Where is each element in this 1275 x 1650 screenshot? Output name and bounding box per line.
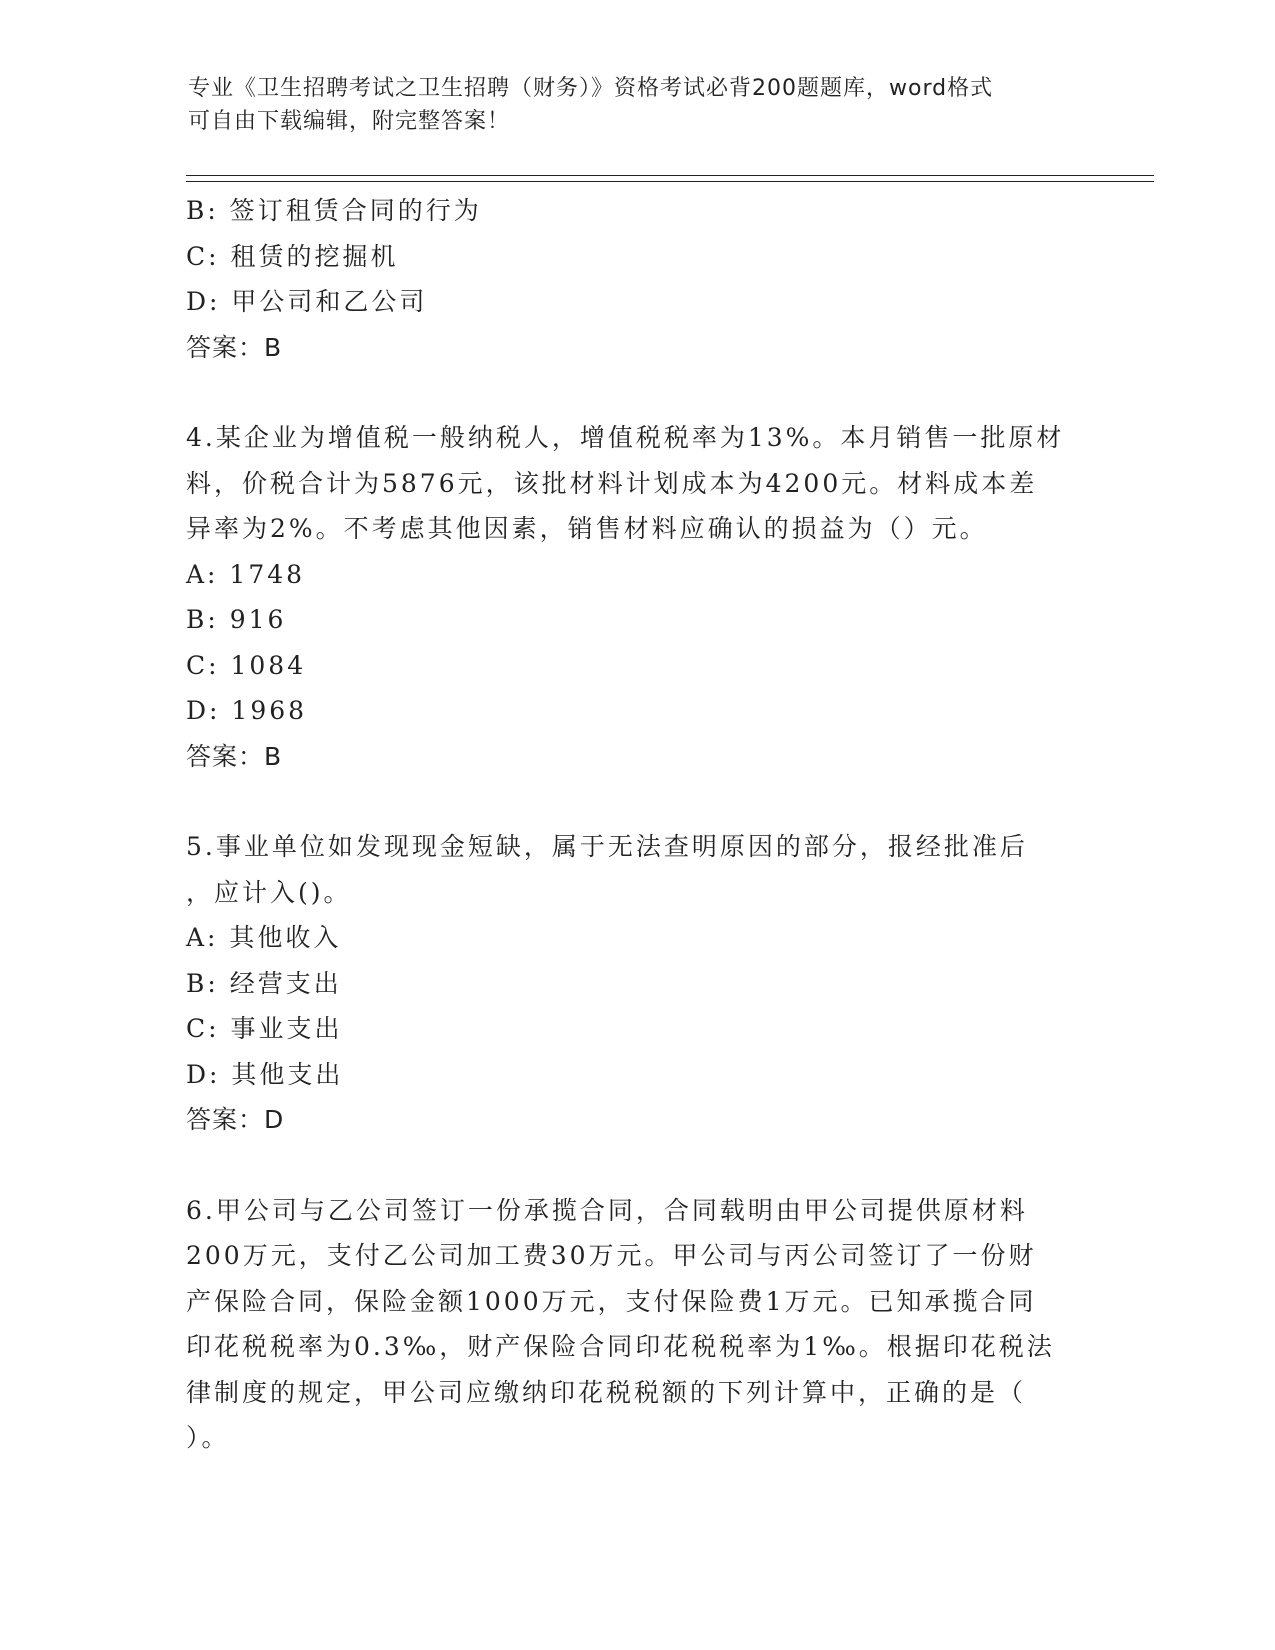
question-4	[186, 415, 1086, 779]
question-stem-line: 印花税税率为0.3‰，财产保险合同印花税税率为1‰。根据印花税法	[186, 1332, 1055, 1361]
header-title-line-1: 专业《卫生招聘考试之卫生招聘（财务）》资格考试必背200题题库，word格式	[188, 76, 994, 101]
question-stem-line: ）。	[186, 1423, 230, 1452]
question-stem-line: 200万元，支付乙公司加工费30万元。甲公司与丙公司签订了一份财	[186, 1241, 1037, 1270]
question-5	[186, 824, 1086, 1143]
option-d: D: 1968	[186, 696, 308, 725]
document-body	[186, 188, 1086, 1461]
question-3-tail	[186, 188, 1086, 370]
answer-line: 答案：B	[186, 332, 283, 362]
question-stem-line: 4.某企业为增值税一般纳税人，增值税税率为13%。本月销售一批原材	[186, 423, 1065, 452]
option-b: B: 916	[186, 605, 287, 634]
question-stem-line: 5.事业单位如发现现金短缺，属于无法查明原因的部分，报经批准后	[186, 832, 1028, 861]
question-stem-line: 律制度的规定，甲公司应缴纳印花税税额的下列计算中，正确的是（	[186, 1377, 1027, 1407]
answer-line: 答案：D	[186, 1105, 285, 1134]
option-b: B: 签订租赁合同的行为	[186, 196, 482, 225]
spacer	[186, 1143, 1086, 1188]
option-c: C: 事业支出	[186, 1014, 343, 1043]
page-header	[188, 72, 1088, 138]
option-d: D: 其他支出	[186, 1059, 344, 1089]
option-a: A: 1748	[186, 559, 306, 589]
question-stem-line: 产保险合同，保险金额1000万元，支付保险费1万元。已知承揽合同	[186, 1286, 1037, 1316]
header-divider	[186, 175, 1154, 182]
question-stem-line: 异率为2%。不考虑其他因素，销售材料应确认的损益为（）元。	[186, 514, 988, 543]
option-c: C: 1084	[186, 650, 307, 680]
question-stem-line: ，应计入()。	[186, 877, 352, 907]
header-title-line-2: 可自由下载编辑，附完整答案！	[188, 109, 511, 134]
question-stem-line: 料，价税合计为5876元，该批材料计划成本为4200元。材料成本差	[186, 468, 1038, 498]
option-d: D: 甲公司和乙公司	[186, 287, 428, 316]
question-stem-line: 6.甲公司与乙公司签订一份承揽合同，合同载明由甲公司提供原材料	[186, 1195, 1028, 1225]
option-c: C: 租赁的挖掘机	[186, 241, 399, 271]
option-b: B: 经营支出	[186, 968, 342, 998]
spacer	[186, 779, 1086, 824]
option-a: A: 其他收入	[186, 923, 342, 952]
spacer	[186, 370, 1086, 415]
answer-line: 答案：B	[186, 741, 283, 771]
question-6	[186, 1188, 1086, 1461]
